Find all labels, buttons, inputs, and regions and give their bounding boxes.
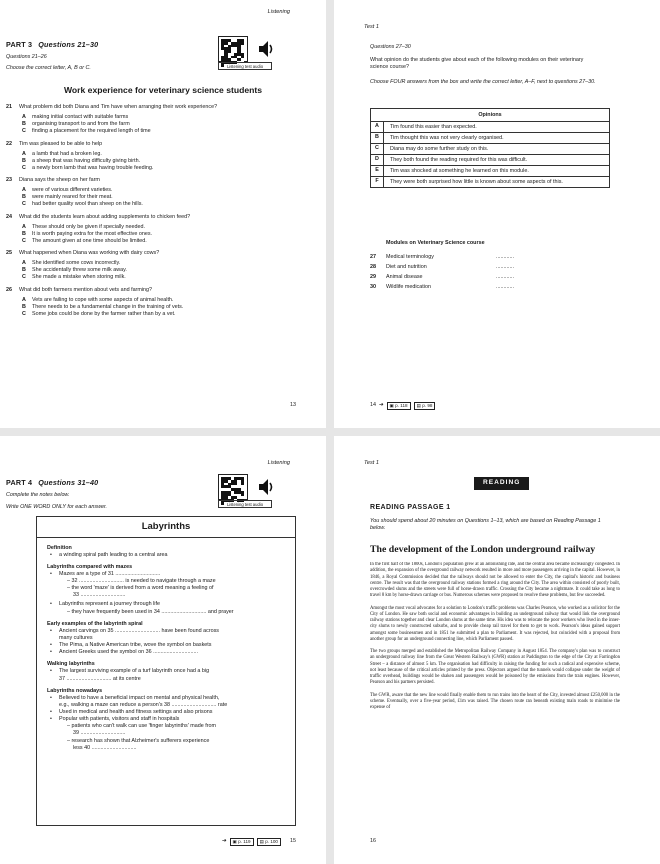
opinion-text: Tim found this easier than expected. [383,122,477,133]
passage-title: The development of the London underground railway [370,544,596,555]
answer-blank[interactable]: ............ [496,284,514,291]
notes-heading: Labyrinths compared with mazes [47,563,133,570]
question-block [6,141,314,173]
option-text: finding a placement for the required length of time [32,128,151,135]
opinion-row [371,132,609,143]
note-line: • Ancient carvings on 35 .............................. have been found across [47,628,285,635]
answer-option[interactable] [6,114,314,121]
option-letter: B [22,121,26,128]
answer-option[interactable] [6,165,314,172]
option-text: a sheep that was having difficulty giving birth. [32,157,141,164]
note-line: 33 .............................. [73,592,126,599]
option-letter: B [22,194,26,201]
question-text: Tim was pleased to be able to help [19,140,103,147]
option-text: a lamb that had a broken leg. [32,150,102,157]
answer-ref-link[interactable]: ▣ p. 119 [230,838,254,846]
script-ref-text: p. 98 [422,403,433,408]
question-text: What problem did both Diana and Tim have when arranging their work experience? [19,104,218,110]
speaker-icon[interactable] [258,38,274,60]
note-line: • The largest surviving example of a turf labyrinth once had a big [47,668,285,675]
opinion-letter: D [375,156,379,163]
option-letter: A [22,150,26,157]
opinion-letter: B [375,134,379,141]
option-text: She made a mistake when storing milk. [32,274,126,281]
page-number: 16 [370,838,376,844]
page-number: 13 [290,402,296,408]
option-text: Some jobs could be done by the farmer rather than by a vet. [32,310,176,317]
audio-label[interactable]: Listening test audio [218,62,272,70]
passage-paragraph: In the first half of the 1800s, London's population grew at an astonishing rate, and the central area became increasingly congested. In addition, the expansion of the overground railway network resulted in more and more passengers arriving in the capital. However, in 1846, a Royal Commission decided that the railways should not be allowed to enter the City, the capital's historic and business centre. The result was that the overground railway stations formed a ring around the City. The area within consisted of poorly built, overcrowded slums and the streets were full of horse-drawn traffic. Crossing the City became a nightmare. It could take as long to travel 8 km by horse-drawn carriage or bus. Numerous schemes were proposed to resolve these problems, but few succeeded. [370,562,620,599]
module-row [370,263,590,273]
page-13 [0,0,326,428]
notes-heading: Walking labyrinths [47,661,95,668]
part-label: PART 4 [6,478,33,487]
question-block [6,214,314,246]
option-text: were of various different varieties. [32,187,113,194]
option-letter: B [22,267,26,274]
note-line: less 40 .............................. [73,744,137,751]
notes-body [37,538,295,754]
running-head: Listening [267,460,290,466]
option-letter: A [22,223,26,230]
option-letter: C [22,274,26,281]
page-16 [334,436,660,864]
answer-option[interactable] [6,274,314,281]
notes-heading: Definition [47,544,72,551]
note-line: – research has shown that Alzheimer's sufferers experience [67,737,210,744]
instruction-1: Complete the notes below. [6,492,70,498]
audio-label[interactable]: Listening test audio [218,500,272,508]
question-number: 25 [6,250,12,256]
option-text: She identified some cows incorrectly. [32,260,121,267]
modules-list [370,253,590,293]
option-letter: A [22,296,26,303]
opinion-text: Tim thought this was not very clearly organised. [383,133,504,144]
instruction-2: Write ONE WORD ONLY for each answer. [6,504,108,510]
opinion-row [371,176,609,187]
question-stem [6,214,314,221]
note-line: • Mazes are a type of 31 .............................. [47,571,285,578]
option-letter: A [22,187,26,194]
note-line: many cultures [59,634,93,641]
module-name: Animal disease [386,274,423,281]
module-number: 29 [370,274,376,281]
part-questions: Questions 31–40 [38,478,99,487]
opinion-row [371,121,609,132]
option-letter: B [22,157,26,164]
answer-ref-text: p. 119 [238,839,251,844]
question-text: What did the students learn about adding supplements to chicken feed? [19,213,191,220]
part-label: PART 3 [6,40,33,49]
answer-option[interactable] [6,121,314,128]
sub-heading: Questions 27–30 [370,44,411,50]
option-text: Vets are failing to cope with some aspects of animal health. [32,296,174,303]
module-number: 28 [370,264,376,271]
answer-option[interactable] [6,151,314,158]
notes-heading: Labyrinths nowadays [47,687,103,694]
note-line: – they have frequently been used in 34 .............................. and prayer [67,608,234,615]
option-text: These should only be given if specially needed. [32,223,145,230]
module-row [370,283,590,293]
option-text: a newly born lamb that was having trouble feeding. [32,164,154,171]
instruction: You should spend about 20 minutes on Questions 1–13, which are based on Reading Passage 1 below. [370,518,601,532]
opinions-list [371,121,609,187]
opinion-letter: E [375,167,379,174]
page-number: 15 [290,838,296,845]
intro-text: What opinion do the students give about each of the following modules on their veterinary science course? [370,57,584,71]
answer-option[interactable] [6,187,314,194]
module-number: 30 [370,284,376,291]
page-14 [334,0,660,428]
note-line: 37 .............................. at its centre [59,675,141,682]
module-name: Wildlife medication [386,284,431,291]
page-footer [222,838,296,846]
option-letter: C [22,310,26,317]
option-text: organising transport to and from the farm [32,121,130,128]
option-letter: B [22,230,26,237]
module-row [370,273,590,283]
section-title: Work experience for veterinary science students [63,85,263,95]
answer-option[interactable] [6,311,314,318]
option-text: She accidentally threw some milk away. [32,267,127,274]
option-text: had better quality wool than sheep on the hills. [32,201,143,208]
question-number: 21 [6,104,12,110]
answer-option[interactable] [6,128,314,135]
answer-option[interactable] [6,194,314,201]
question-text: What did both farmers mention about vets and farming? [19,286,153,293]
part-heading [6,478,98,488]
answer-blank[interactable]: ............ [496,274,514,281]
opinion-text: They both found the reading required for this was difficult. [383,155,527,166]
answer-option[interactable] [6,231,314,238]
answer-option[interactable] [6,201,314,208]
page-15 [0,436,326,864]
audio-widget[interactable] [218,474,310,508]
instruction: Choose FOUR answers from the box and write the correct letter, A–F, next to questions 27–30. [370,79,596,85]
notes-title: Labyrinths [37,517,295,538]
question-number: 23 [6,177,12,183]
question-block [6,287,314,319]
question-number: 24 [6,213,12,220]
option-letter: B [22,303,26,310]
answer-ref-link[interactable]: ▣ p. 118 [387,402,411,410]
opinion-row [371,154,609,165]
note-line: • a winding spiral path leading to a central area [47,552,285,559]
note-line: – 32 .............................. is needed to navigate through a maze [67,578,216,585]
answer-ref-text: p. 118 [395,403,408,408]
speaker-icon[interactable] [258,476,274,498]
passage-paragraph: The two groups merged and established the Metropolitan Railway Company in August 1854. The company's plan was to construct an underground railway line from the Great Western Railway's (GWR) station at Paddington to the edge of the City at Farringdon Street – a distance of almost 5 km. The organisation had difficulty in raising the funding for such a radical and expensive scheme, not least because of the critical articles printed by the press. Objectors argued that the tunnels would collapse under the weight of traffic overhead, buildings would be shaken and passengers would be poisoned by the emissions from the train engines. However, Pearson and his partners persisted. [370,649,620,686]
opinion-text: Diana may do some further study on this. [383,144,488,155]
opinion-letter: F [375,178,379,185]
passage-heading: READING PASSAGE 1 [370,504,451,511]
answer-blank[interactable]: ............ [496,254,514,261]
note-line: • Believed to have a beneficial impact on mental and physical health, [47,695,285,702]
opinion-text: Tim was shocked at something he learned on this module. [383,166,529,177]
question-text: Diana says the sheep on her farm [19,177,100,183]
note-line: • Used in medical and health and fitness settings and also prisons [47,709,285,716]
script-ref-link[interactable]: ▤ p. 100 [257,838,281,846]
opinion-row [371,165,609,176]
opinion-letter: A [375,123,379,130]
qr-code-icon [218,36,248,62]
question-block [6,250,314,282]
module-name: Diet and nutrition [386,264,427,271]
opinion-row [371,143,609,154]
running-head: Listening [267,9,290,15]
passage-body [370,562,620,834]
note-line: • The Pima, a Native American tribe, wove the symbol on baskets [47,642,285,649]
script-ref-text: p. 100 [265,839,278,844]
note-line: – the word 'maze' is derived from a word meaning a feeling of [67,585,214,592]
opinions-title: Opinions [478,112,502,118]
answer-option[interactable] [6,297,314,304]
question-stem [6,177,314,184]
question-number: 22 [6,140,12,147]
opinion-text: They were both surprised how little is known about some aspects of this. [383,177,563,188]
reading-badge: READING [474,477,529,490]
note-line: e.g., walking a maze can reduce a person's 38 .............................. rate [59,701,228,708]
option-letter: C [22,128,26,135]
option-text: It is worth paying extra for the most effective ones. [32,230,153,237]
opinion-letter: C [375,145,379,152]
question-stem [6,287,314,294]
option-text: The amount given at one time should be limited. [32,237,147,244]
module-number: 27 [370,254,376,261]
question-text: What happened when Diana was working with dairy cows? [19,250,160,256]
note-line: • Ancient Greeks used the symbol on 36 .............................. [47,649,285,656]
notes-heading: Early examples of the labyrinth spiral [47,620,143,627]
page-footer [370,402,435,410]
note-line: • Popular with patients, visitors and staff in hospitals [47,716,285,723]
part-heading [6,40,98,50]
answer-option[interactable] [6,238,314,245]
modules-title: Modules on Veterinary Science course [386,240,485,246]
passage-paragraph: Amongst the most vocal advocates for a solution to London's traffic problems was Charles Pearson, who worked as a solicitor for the City of London. He saw both social and economic advantages in building an underground railway that would link the overground railway stations together and clear London slums at the same time. His idea was to relocate the poor workers who lived in the inner-city slums to newly constructed suburbs, and to provide cheap rail travel for them to get to work. Pearson's ideas gained support amongst some businessmen and in 1851 he submitted a plan to Parliament. It was rejected, but coincided with a proposal from another group for an underground connecting line, which Parliament passed. [370,605,620,642]
question-stem [6,250,314,257]
module-row [370,253,590,263]
note-line: – patients who can't walk can use 'finger labyrinths' made from [67,723,217,730]
instruction: Choose the correct letter, A, B or C. [6,65,91,71]
option-letter: C [22,201,26,208]
running-head: Test 1 [364,24,380,30]
audio-widget[interactable] [218,36,310,70]
question-stem [6,141,314,148]
option-letter: A [22,260,26,267]
arrow-right-icon: ➔ [379,402,384,409]
question-block [6,177,314,209]
sub-heading: Questions 21–26 [6,54,47,60]
notes-box [36,516,296,826]
option-letter: C [22,237,26,244]
option-text: making initial contact with suitable farms [32,114,129,121]
script-ref-link[interactable]: ▤ p. 98 [414,402,436,410]
opinions-box [370,108,610,188]
answer-option[interactable] [6,158,314,165]
answer-blank[interactable]: ............ [496,264,514,271]
page-number: 14 [370,402,376,409]
note-line: • Labyrinths represent a journey through life [47,601,285,608]
answer-option[interactable] [6,304,314,311]
note-line: 39 .............................. [73,730,126,737]
qr-code-icon [218,474,248,500]
running-head: Test 1 [364,460,380,466]
question-block [6,104,314,136]
question-stem [6,104,314,111]
option-text: There needs to be a fundamental change in the training of vets. [32,303,184,310]
arrow-right-icon: ➔ [222,838,227,845]
module-name: Medical terminology [386,254,434,261]
answer-option[interactable] [6,260,314,267]
passage-paragraph: The GWR, aware that the new line would finally enable them to run trains into the heart of the City, invested almost £250,000 in the scheme. Eventually, over a five-year period, £1m was raised. The chosen route ran beneath existing main roads to minimise the expense of [370,692,620,710]
part-questions: Questions 21–30 [38,40,99,49]
answer-option[interactable] [6,267,314,274]
answer-option[interactable] [6,224,314,231]
question-number: 26 [6,286,12,293]
question-list [6,104,314,323]
option-letter: C [22,164,26,171]
option-letter: A [22,114,26,121]
option-text: were mainly reared for their meat. [32,194,113,201]
